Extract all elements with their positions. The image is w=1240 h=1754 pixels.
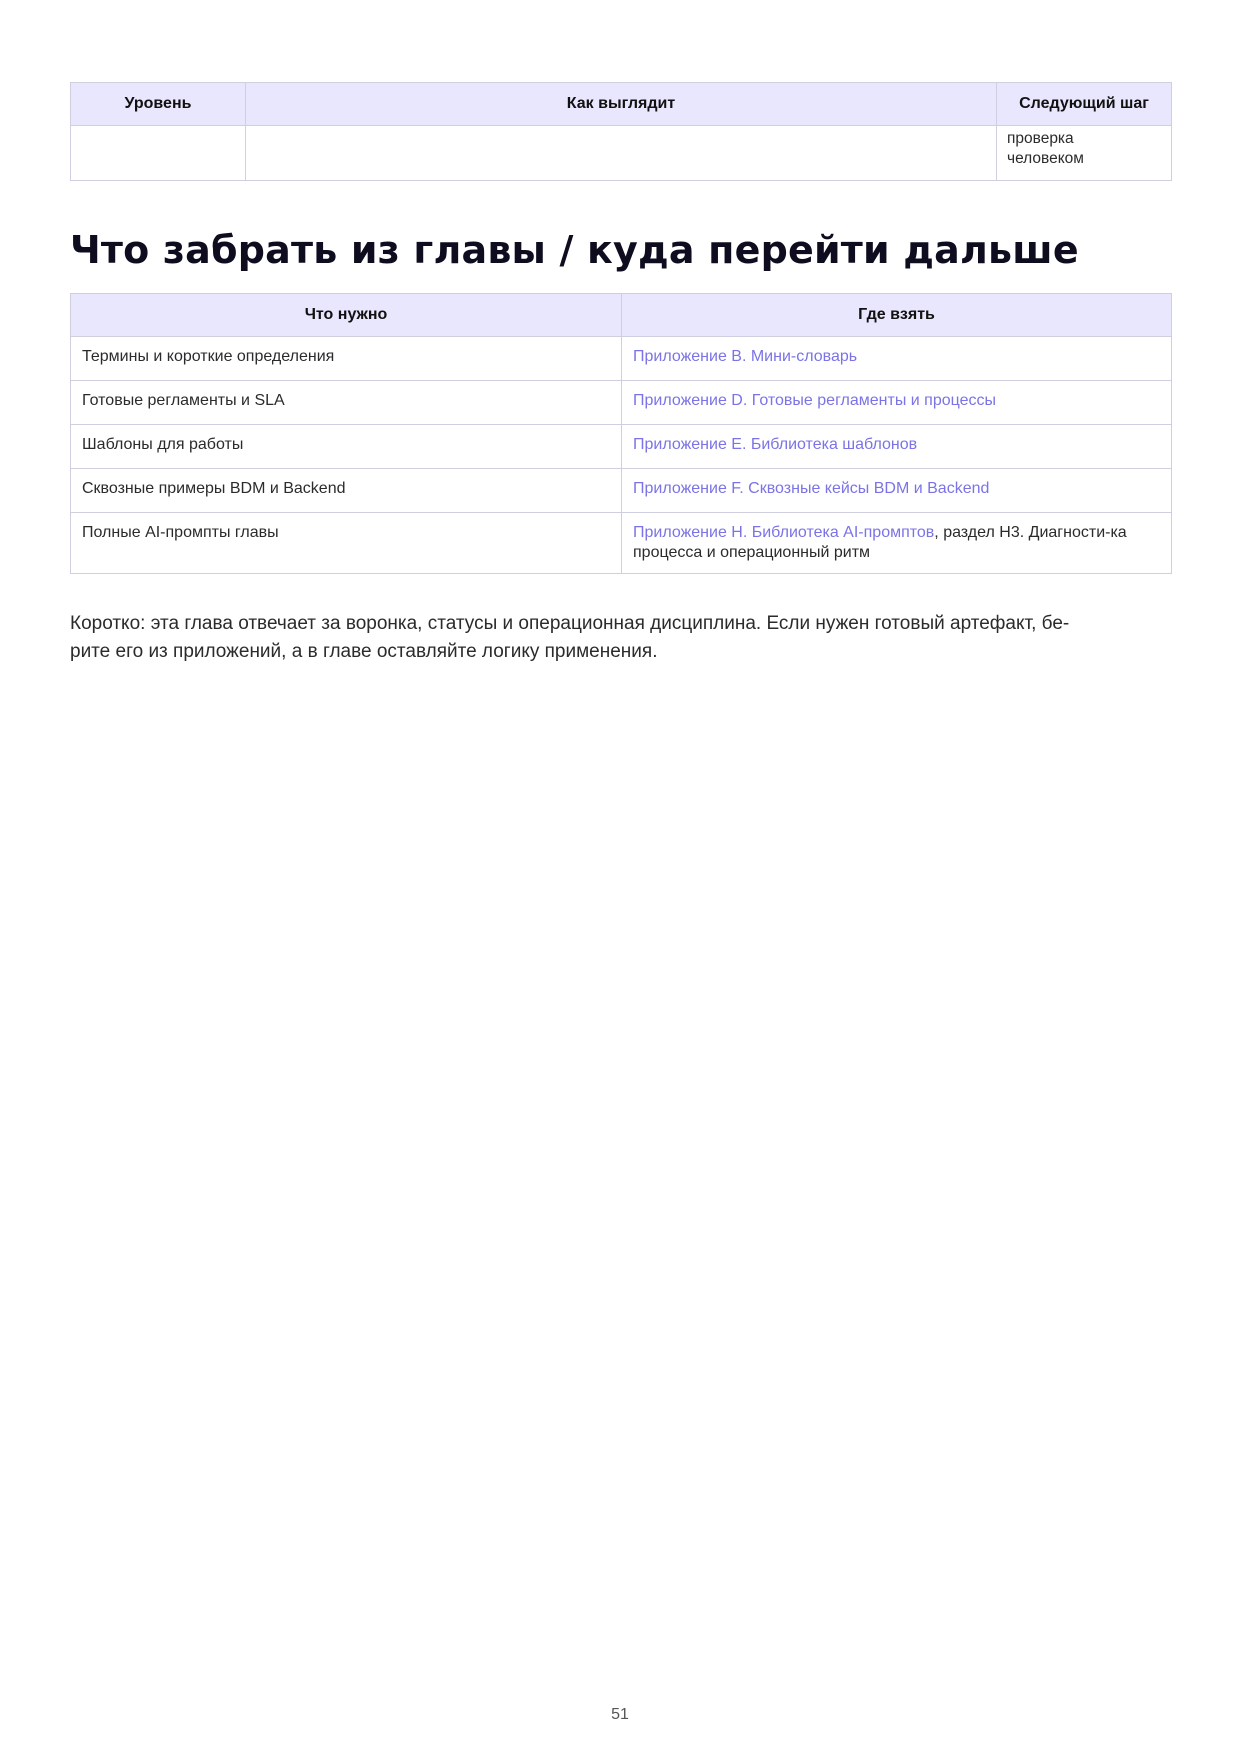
- cell-need: Готовые регламенты и SLA: [71, 381, 622, 425]
- appendix-b-link[interactable]: Приложение B. Мини-словарь: [633, 348, 858, 365]
- cell-where: [622, 469, 1172, 513]
- table-row: [71, 469, 1172, 513]
- cell-next-step: [997, 126, 1172, 181]
- table-row: [71, 513, 1172, 574]
- cell-need: Термины и короткие определения: [71, 337, 622, 381]
- page-number: 51: [611, 1706, 629, 1723]
- next-step-line-2: человеком: [1007, 150, 1084, 167]
- cell-need: Полные AI-промпты главы: [71, 513, 622, 574]
- header-where: Где взять: [622, 294, 1172, 337]
- cell-where: [622, 337, 1172, 381]
- appendix-d-link[interactable]: Приложение D. Готовые регламенты и процессы: [633, 392, 997, 409]
- table-row: [71, 337, 1172, 381]
- page-content: [70, 82, 1171, 666]
- table-row: [71, 381, 1172, 425]
- appendix-e-link[interactable]: Приложение E. Библиотека шаблонов: [633, 436, 918, 453]
- section-title: Что забрать из главы / куда перейти дальше: [70, 228, 1079, 272]
- header-next-step: Следующий шаг: [997, 83, 1172, 126]
- summary-table-header-row: [71, 294, 1172, 337]
- cell-level: [71, 126, 246, 181]
- summary-line-2: рите его из приложений, а в главе оставляйте логику применения.: [70, 641, 658, 662]
- cell-where: [622, 425, 1172, 469]
- header-level: Уровень: [71, 83, 246, 126]
- header-need: Что нужно: [71, 294, 622, 337]
- summary-table: [70, 293, 1172, 574]
- summary-paragraph: [70, 610, 1171, 666]
- appendix-f-link[interactable]: Приложение F. Сквозные кейсы BDM и Backend: [633, 480, 990, 497]
- level-table-header-row: [71, 83, 1172, 126]
- table-row: [71, 126, 1172, 181]
- next-step-line-1: проверка: [1007, 130, 1074, 147]
- level-table: [70, 82, 1172, 181]
- cell-where: [622, 381, 1172, 425]
- appendix-h-link[interactable]: Приложение H. Библиотека AI-промптов: [633, 524, 935, 541]
- cell-looks: [246, 126, 997, 181]
- cell-need: Шаблоны для работы: [71, 425, 622, 469]
- cell-where: [622, 513, 1172, 574]
- table-row: [71, 425, 1172, 469]
- summary-line-1: Коротко: эта глава отвечает за воронка, статусы и операционная дисциплина. Если нужен готовый артефакт, бе-: [70, 613, 1070, 634]
- cell-need: Сквозные примеры BDM и Backend: [71, 469, 622, 513]
- cell-extra: , раздел H3. Диагности-ка процесса и операционный ритм: [633, 524, 1127, 561]
- header-looks: Как выглядит: [246, 83, 997, 126]
